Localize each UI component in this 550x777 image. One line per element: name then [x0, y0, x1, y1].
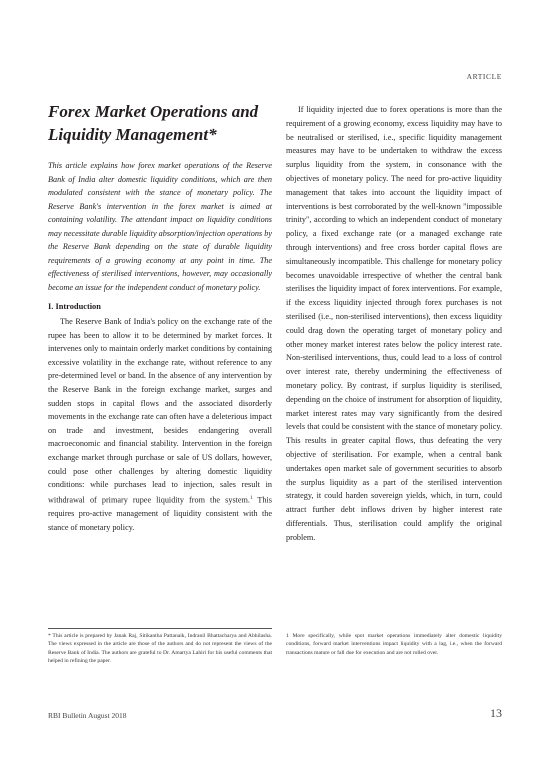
left-column: [48, 100, 272, 534]
right-body-paragraph: If liquidity injected due to forex operations is more than the requirement of a growing economy, excess liquidity may have to be neutralised or sterilised, i.e., specific liquidity management measures may have to be undertaken to withdraw the excess surplus liquidity from the system, in consonance with the objectives of monetary policy. The need for pro-active liquidity management that takes into account the liquidity impact of interventions is best corroborated by the well-known "impossible trinity", according to which an independent conduct of monetary policy, a fixed exchange rate (or a managed exchange rate through interventions) and free cross border capital flows are simultaneously incompatible. This challenge for monetary policy becomes unavoidable irrespective of whether the central bank sterilises the liquidity impact of forex interventions. For example, if the excess liquidity injected through forex purchases is not sterilised (i.e., non-sterilised interventions), then excess liquidity could drag down the operating target of monetary policy and other money market interest rates below the policy interest rate. Non-sterilised interventions, thus, could lead to a loss of control over interest rate, thereby undermining the effectiveness of monetary policy. By contrast, if surplus liquidity is sterilised, depending on the choice of instrument for absorption of liquidity, market interest rates may vary significantly from the desired levels that could be consistent with the stance of monetary policy. This results in greater capital flows, thus defeating the very objective of sterilisation. For example, when a central bank undertakes open market sale of government securities to absorb the surplus liquidity as a part of the sterilised intervention strategy, it could harden sovereign yields, which, in turn, could attract further debt inflows driven by higher interest rate differentials. Thus, sterilisation could amplify the original problem.: [286, 105, 502, 542]
section-label: ARTICLE: [466, 72, 502, 81]
footer-publication: RBI Bulletin August 2018: [48, 711, 127, 720]
article-title: Forex Market Operations and Liquidity Management*: [48, 102, 259, 144]
footnote-right: 1 More specifically, while spot market operations immediately alter domestic liquidity conditions, forward market interventions impact liquidity with a lag, i.e., when the forward transactions mature or fall due for execution and are not rolled over.: [286, 633, 502, 656]
left-body-paragraph: [48, 315, 272, 534]
left-body-tail: This requires pro-active management of liquidity consistent with the stance of monetary policy.: [48, 495, 272, 532]
section-heading: I. Introduction: [48, 302, 101, 311]
footnote-divider-left: [48, 628, 272, 629]
footnote-ref: 1: [249, 495, 253, 501]
footnote-left: * This article is prepared by Janak Raj, Sitikantha Pattanaik, Indranil Bhattacharya and Abhilasha. The views expressed in the article are those of the authors and do not represent the views of the Reserve Bank of India. The authors are grateful to Dr. Amartya Lahiri for his useful comments that helped in refining the paper.: [48, 633, 272, 664]
left-body-text: The Reserve Bank of India's policy on the exchange rate of the rupee has been to allow it to be determined by market forces. It intervenes only to maintain orderly market conditions by containing excessive volatility in the exchange rate, without reference to any pre-determined level or band. In the absence of any intervention by the Reserve Bank in the foreign exchange market, surges and sudden stops in capital flows and the associated disorderly movements in the exchange rate can often have a deleterious impact on trade and investment, besides endangering overall macroeconomic and financial stability. Intervention in the foreign exchange market through purchase or sale of US dollars, however, could pose other challenges by altering domestic liquidity conditions: while purchases lead to injection, sales result in withdrawal of primary rupee liquidity from the system.: [48, 317, 272, 505]
abstract: This article explains how forex market operations of the Reserve Bank of India alter domestic liquidity conditions, which are then modulated consistent with the stance of monetary policy. The Reserve Bank's intervention in the forex market is aimed at containing volatility. The attendant impact on liquidity conditions may necessitate durable liquidity absorption/injection operations by the Reserve Bank depending on the state of durable liquidity requirements of a growing economy at any point in time. The effectiveness of sterilised interventions, however, may occasionally become an issue for the independent conduct of monetary policy.: [48, 161, 272, 292]
right-column: [286, 103, 502, 545]
page-number: 13: [490, 706, 502, 720]
